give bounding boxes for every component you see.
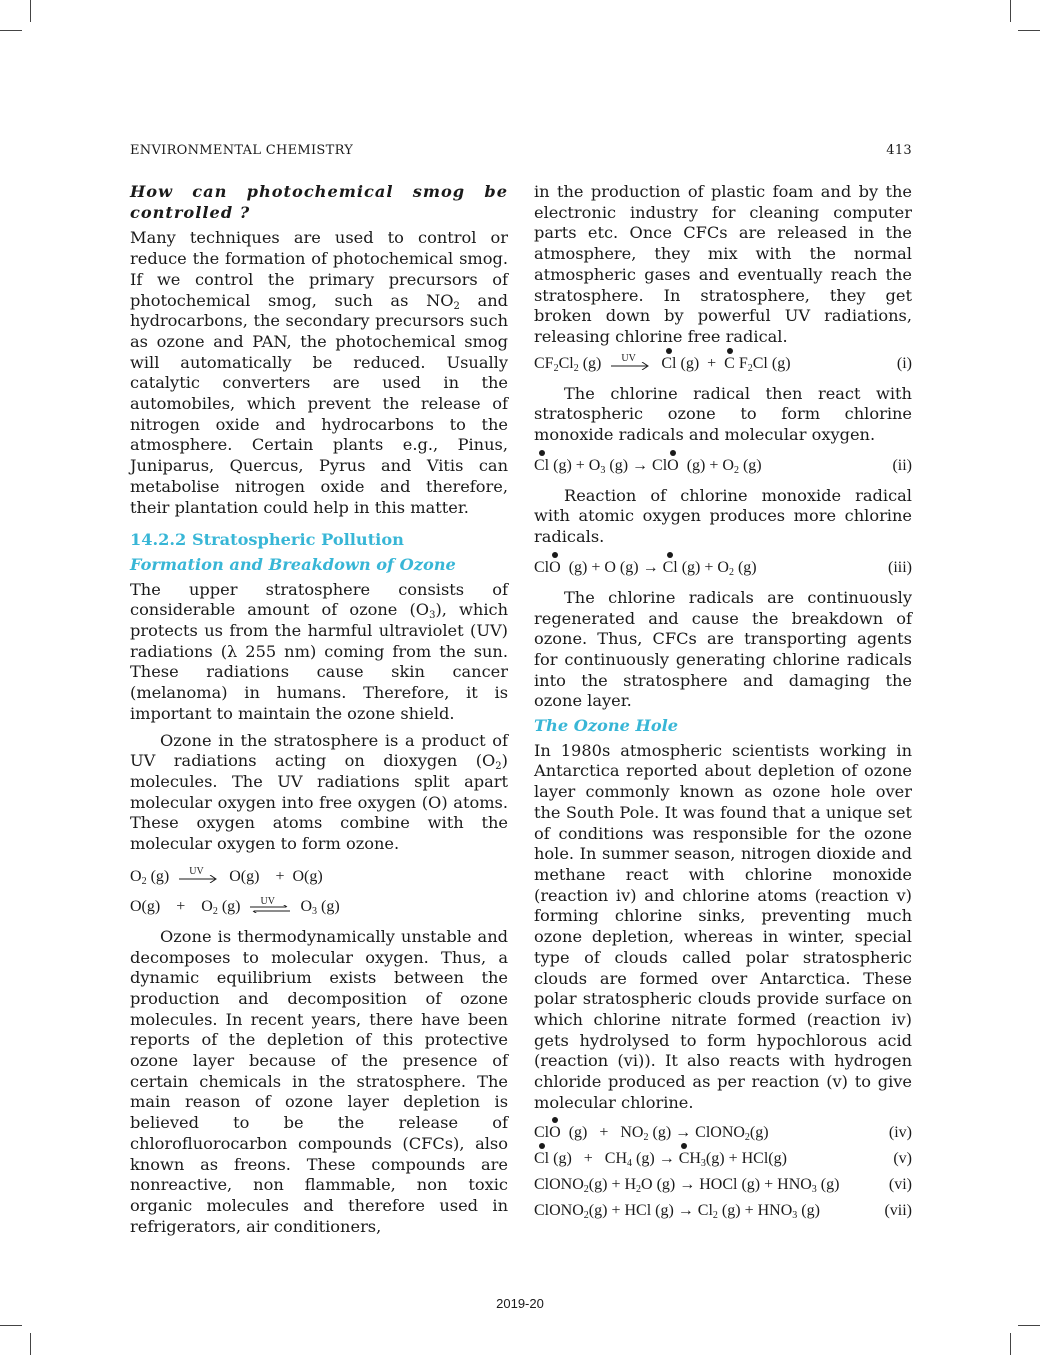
equation-label: (i) [896,354,912,372]
equation-label: (v) [893,1150,912,1168]
equilibrium-arrow-icon: UV [250,900,290,914]
crop-mark [0,30,22,31]
equation-vi: ClONO$_2$(g) + $H_2O$ (g) → HOCl $(g) + HNO_3$ (g) (vi) [534,1176,912,1196]
equation-vii: ClONO$_2$(g) + HCl $(g) \to Cl_2$ $(g) + HNO_3$ (g) (vii) [534,1202,912,1222]
uv-arrow-icon: UV [179,870,219,884]
sub-heading: The Ozone Hole [534,716,679,736]
crop-mark [30,0,31,22]
paragraph: The chlorine radical then react with stratospheric ozone to form chlorine monoxide radicals and molecular oxygen. [534,383,912,445]
equation-iii: ClO (g) + O (g) → Cl $(g) + O_2$ (g) (iii) [534,558,912,578]
left-column [130,182,508,1237]
crop-mark [0,1325,22,1326]
equation-label: (vi) [888,1176,912,1194]
question-heading: How can photochemical smog be controlled ? [130,182,508,222]
equation-ozone-formation: O(g) + $O_2$ (g) UV $O_3$ (g) [130,896,340,917]
equation-label: (vii) [884,1202,912,1220]
header-title: ENVIRONMENTAL CHEMISTRY [130,143,354,158]
right-column [534,182,912,1227]
paragraph: Reaction of chlorine monoxide radical with atomic oxygen produces more chlorine radicals. [534,485,912,547]
paragraph: The chlorine radicals are continuously regenerated and cause the breakdown of ozone. Thus, CFCs are transporting agents for continuously generating chlorine radicals into the stratosphere and damaging the ozone layer. [534,587,912,711]
equation-iv: ClO $(g) + NO_2$ (g) → ClONO$_2$(g) (iv) [534,1124,912,1144]
uv-arrow-icon: UV [611,357,651,371]
paragraph: in the production of plastic foam and by the electronic industry for cleaning computer parts etc. Once CFCs are released in the atmosphere, they mix with the normal atmospheric gases and eventually reach the stratosphere. In stratosphere, they get broken down by powerful UV radiations, releasing chlorine free radical. [534,182,912,346]
equation-v: Cl $(g) + CH_4$ $(g) \to CH_3(g) + HCl(g)$ (v) [534,1150,912,1170]
sub-heading: Formation and Breakdown of Ozone [130,554,456,574]
section-heading: 14.2.2 Stratospheric Pollution [130,530,404,550]
running-header [130,143,912,158]
paragraph: Ozone in the stratosphere is a product of UV radiations acting on dioxygen $(O_2)$ molecules. The UV radiations split apart molecular oxygen into free oxygen (O) atoms. These oxygen atoms combine with the molecular oxygen to form ozone. [130,730,508,854]
equation-label: (ii) [892,456,912,474]
equation-ii: Cl $(g) + O_3$ (g) → ClO $(g) + O_2$ (g) (ii) [534,456,912,476]
paragraph: Ozone is thermodynamically unstable and decomposes to molecular oxygen. Thus, a dynamic equilibrium exists between the production and decomposition of ozone molecules. In recent years, there have been reports of the depletion of this protective ozone layer because of the presence of certain chemicals in the stratosphere. The main reason of ozone layer depletion is believed to be the release of chlorofluorocarbon compounds (CFCs), also known as freons. These compounds are nonreactive, non flammable, non toxic organic molecules and therefore used in refrigerators, air conditioners, [130,926,508,1236]
crop-mark [1010,1333,1011,1355]
crop-mark [30,1333,31,1355]
paragraph: Many techniques are used to control or reduce the formation of photochemical smog. If we control the primary precursors of photochemical smog, such as $NO_2$ and hydrocarbons, the secondary precursors such as ozone and PAN, the photochemical smog will automatically be reduced. Usually catalytic converters are used in the automobiles, which prevent the release of nitrogen oxide and hydrocarbons to the atmosphere. Certain plants e.g., Pinus, Juniparus, Quercus, Pyrus and Vitis can metabolise nitrogen oxide and therefore, their plantation could help in this matter. [130,228,508,517]
crop-mark [1018,30,1040,31]
equation-oxygen-split: $O_2$ (g) UV O(g) + O(g) [130,866,323,887]
page-number: 413 [886,143,912,158]
paragraph: In 1980s atmospheric scientists working in Antarctica reported about depletion of ozone layer commonly known as ozone hole over the South Pole. It was found that a unique set of conditions was responsible for the ozone hole. In summer season, nitrogen dioxide and methane react with chlorine monoxide (reaction iv) and chlorine atoms (reaction v) forming chlorine sinks, preventing much ozone depletion, whereas in winter, special type of clouds called polar stratospheric clouds are formed over Antarctica. These polar stratospheric clouds provide surface on which chlorine nitrate formed (reaction iv) gets hydrolysed to form hypochlorous acid (reaction (vi)). It also reacts with hydrogen chloride produced as per reaction (v) to give molecular chlorine. [534,740,912,1112]
equation-label: (iii) [888,558,912,576]
page-footer: 2019-20 [496,1296,544,1311]
crop-mark [1018,1325,1040,1326]
paragraph: The upper stratosphere consists of considerable amount of ozone $(O_3)$, which protects us from the harmful ultraviolet (UV) radiations (λ 255 nm) coming from the sun. These radiations cause skin cancer (melanoma) in humans. Therefore, it is important to maintain the ozone shield. [130,579,508,723]
crop-mark [1010,0,1011,22]
equation-i: $CF_2Cl_2$ (g) UV Cl (g) + C $F_2Cl$ (g) (i) [534,352,912,374]
equation-label: (iv) [888,1124,912,1142]
